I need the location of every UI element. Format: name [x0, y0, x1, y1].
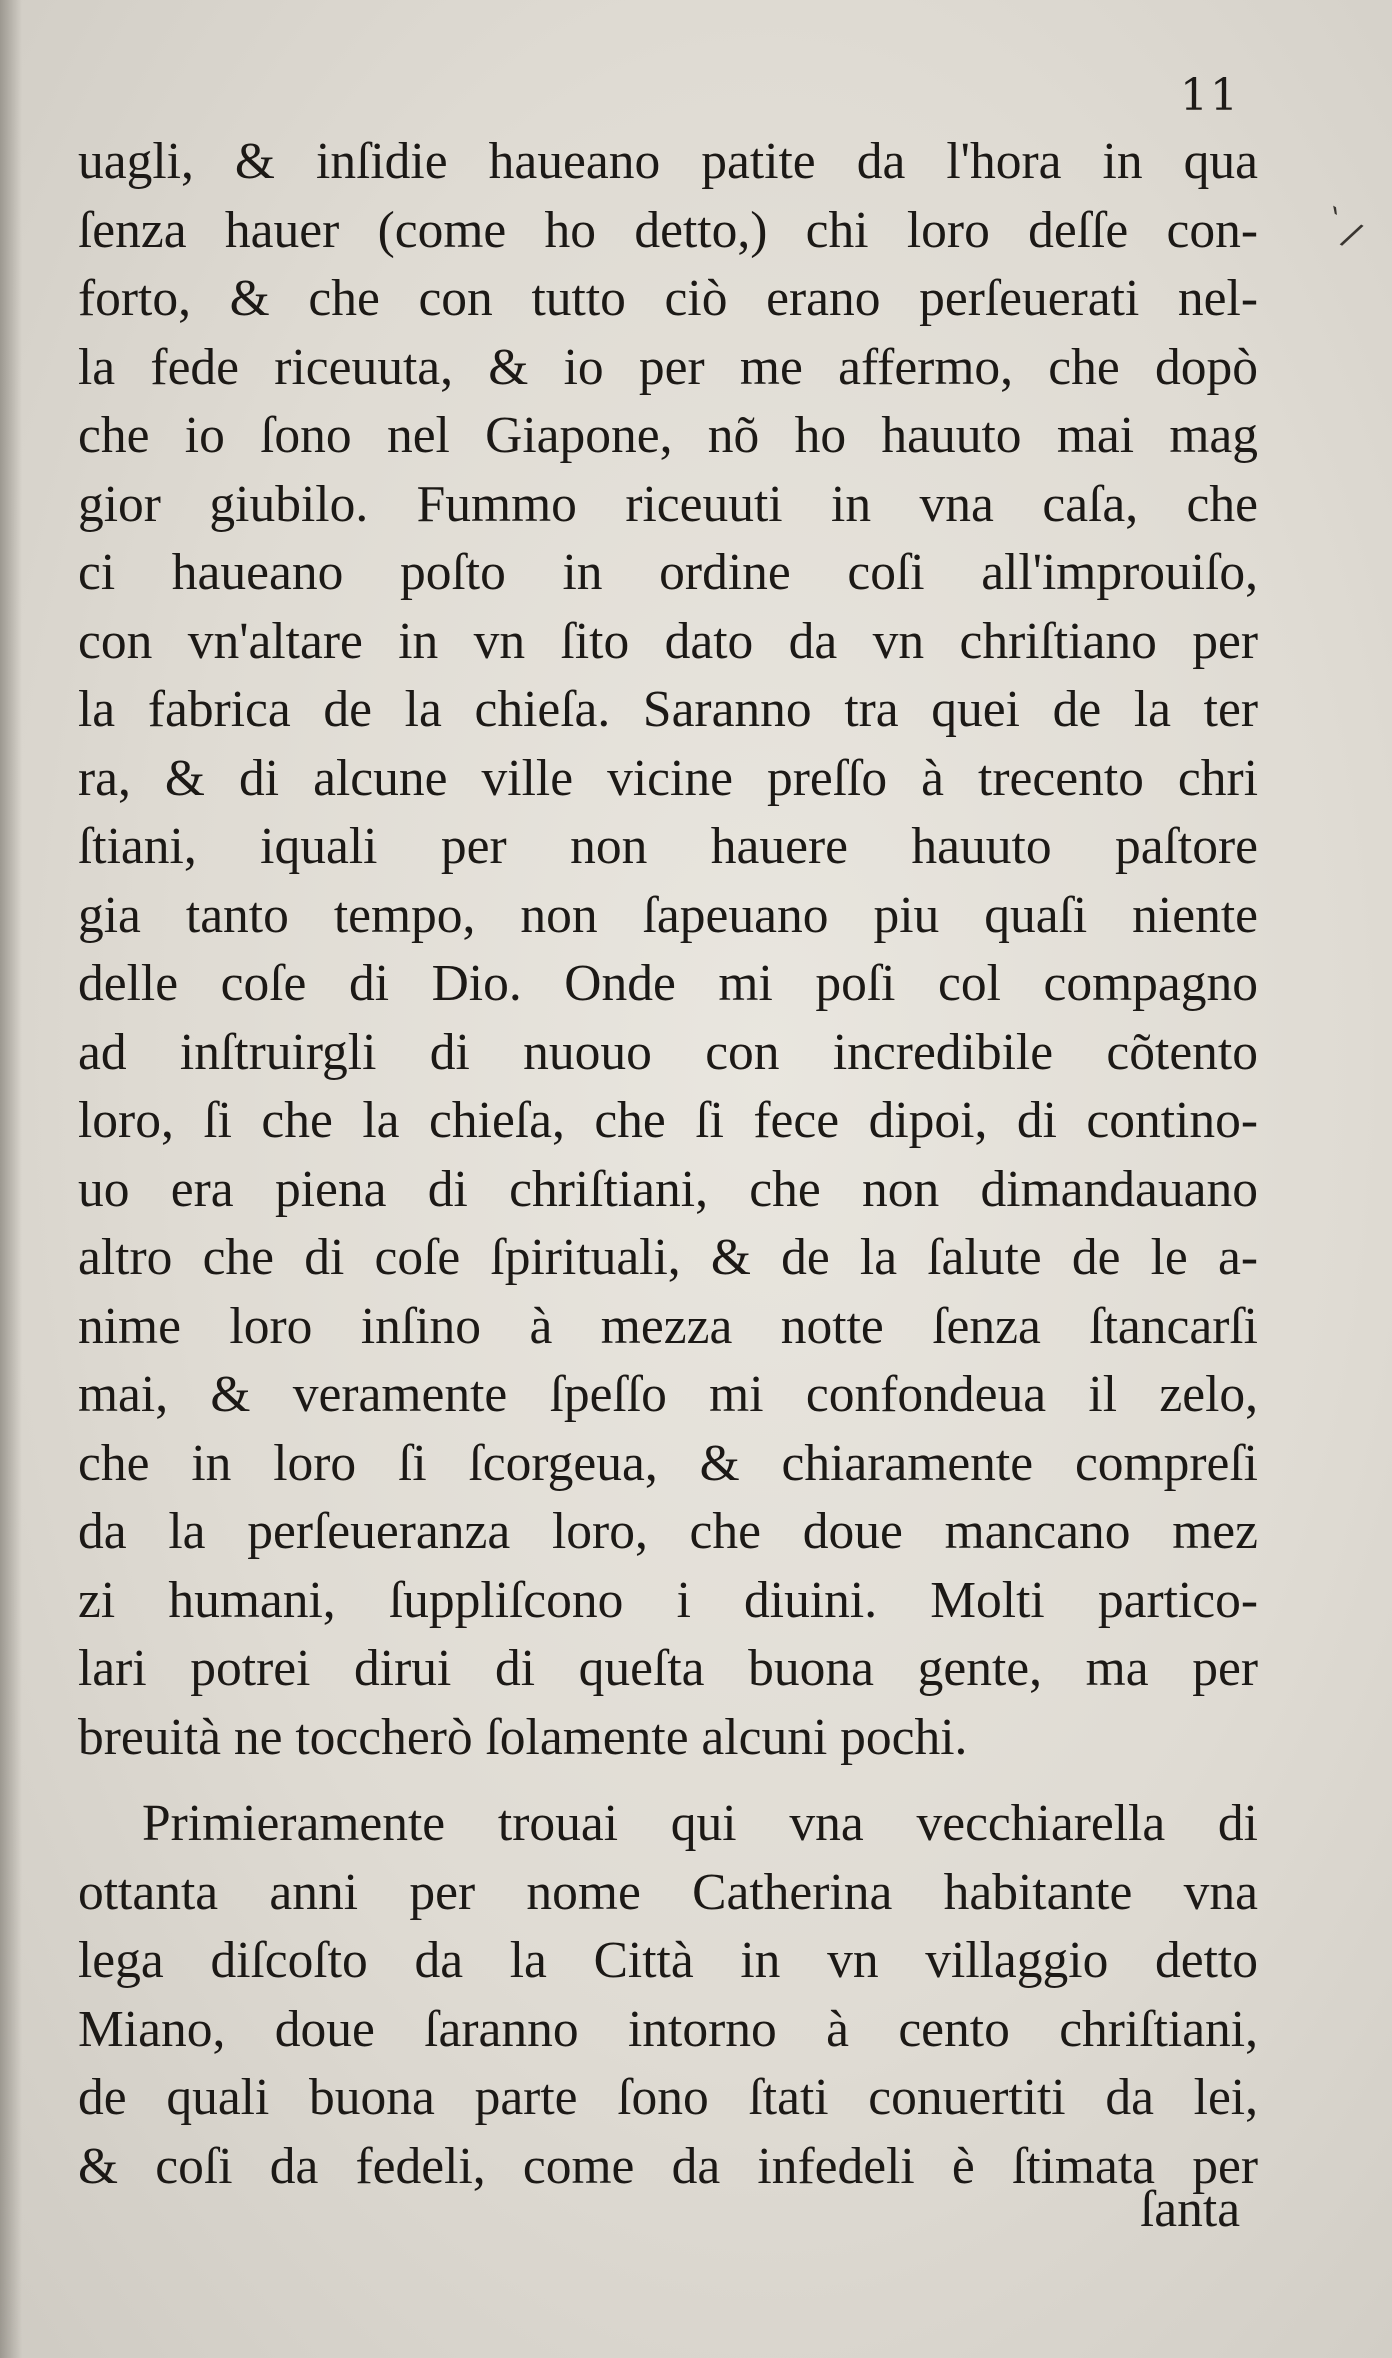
- text-line: loro, ſi che la chieſa, che ſi fece dipoi, di contino-: [78, 1092, 1258, 1149]
- text-line: nime loro inſino à mezza notte ſenza ſtancarſi: [78, 1297, 1258, 1355]
- text-line: zi humani, ſuppliſcono i diuini. Molti partico-: [78, 1571, 1258, 1629]
- text-line: gia tanto tempo, non ſapeuano piu quaſi niente: [78, 886, 1258, 944]
- text-line: lega diſcoſto da la Città in vn villaggio detto: [78, 1932, 1258, 1989]
- text-line: con vn'altare in vn ſito dato da vn chriſtiano per: [78, 612, 1258, 670]
- body-text: [78, 128, 1258, 2201]
- paragraph-gap: [78, 1772, 1258, 1790]
- text-line: & coſi da fedeli, come da infedeli è ſtimata per: [78, 2137, 1258, 2195]
- paragraph-2: [78, 1790, 1258, 2201]
- text-line: Miano, doue ſaranno intorno à cento chriſtiani,: [78, 2000, 1258, 2058]
- text-line: da la perſeueranza loro, che doue mancano mez: [78, 1503, 1258, 1560]
- text-line: lari potrei dirui di queſta buona gente, ma per: [78, 1640, 1258, 1697]
- catchword: ſanta: [1140, 2181, 1241, 2238]
- text-line: che in loro ſi ſcorgeua, & chiaramente compreſi: [78, 1434, 1258, 1492]
- text-line: uagli, & inſidie haueano patite da l'hora in qua: [78, 133, 1258, 190]
- text-line: ci haueano poſto in ordine coſi all'improuiſo,: [78, 544, 1258, 601]
- page-number: 11: [1180, 70, 1240, 121]
- text-line: gior giubilo. Fummo riceuuti in vna caſa, che: [78, 475, 1258, 533]
- margin-mark: ` /: [1312, 200, 1367, 256]
- text-line: breuità ne toccherò ſolamente alcuni pochi.: [78, 1708, 968, 1766]
- paragraph-1: [78, 128, 1258, 1772]
- text-line: delle coſe di Dio. Onde mi poſi col compagno: [78, 955, 1258, 1012]
- text-line: ſtiani, iquali per non hauere hauuto paſtore: [78, 818, 1258, 875]
- text-line: ra, & di alcune ville vicine preſſo à trecento chri: [78, 749, 1258, 807]
- text-line: che io ſono nel Giapone, nõ ho hauuto mai mag: [78, 407, 1258, 464]
- text-line: ottanta anni per nome Catherina habitante vna: [78, 1863, 1258, 1921]
- text-line: la fabrica de la chieſa. Saranno tra quei de la ter: [78, 681, 1258, 738]
- text-line: de quali buona parte ſono ſtati conuertiti da lei,: [78, 2069, 1258, 2126]
- text-line: forto, & che con tutto ciò erano perſeuerati nel-: [78, 270, 1258, 327]
- text-line: ſenza hauer (come ho detto,) chi loro deſſe con-: [78, 201, 1258, 259]
- text-line: uo era piena di chriſtiani, che non dimandauano: [78, 1160, 1258, 1218]
- text-line: Primieramente trouai qui vna vecchiarella di: [142, 1795, 1258, 1852]
- text-line: la fede riceuuta, & io per me affermo, che dopò: [78, 338, 1258, 396]
- text-line: ad inſtruirgli di nuouo con incredibile cõtento: [78, 1023, 1258, 1081]
- text-line: altro che di coſe ſpirituali, & de la ſalute de le a-: [78, 1229, 1258, 1286]
- text-line: mai, & veramente ſpeſſo mi confondeua il zelo,: [78, 1366, 1258, 1423]
